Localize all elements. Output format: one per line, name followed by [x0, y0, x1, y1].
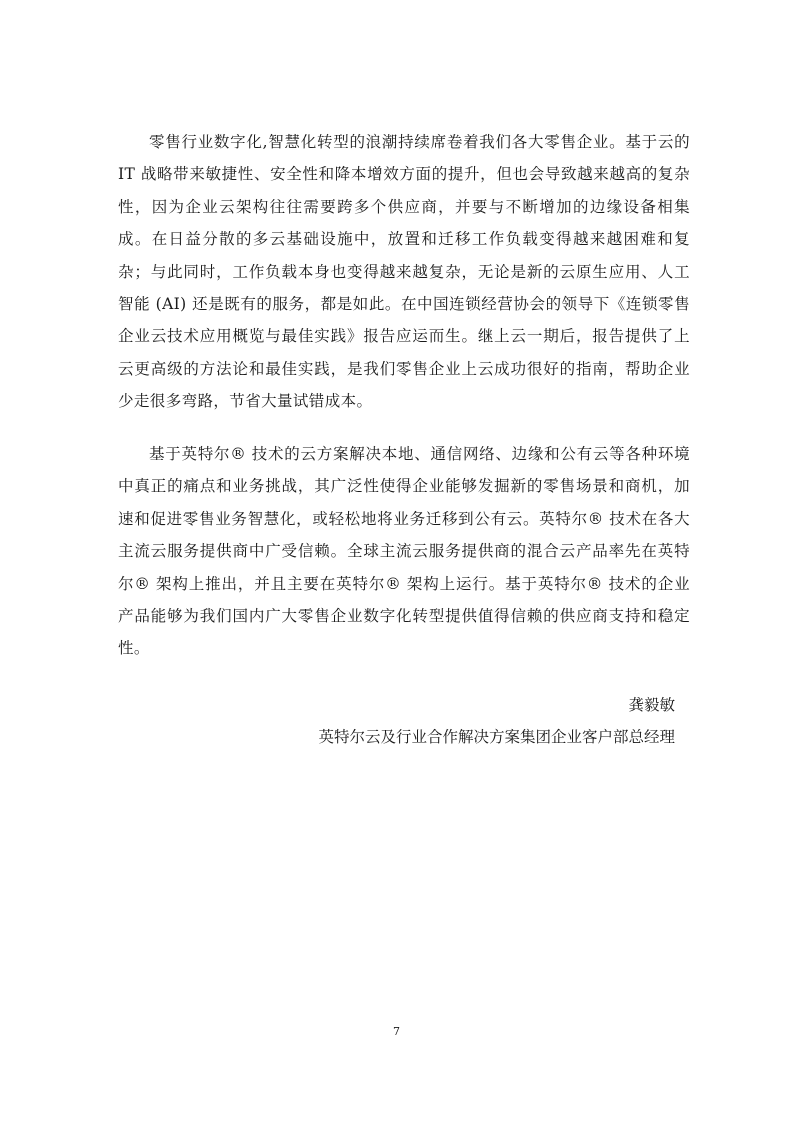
- body-paragraph: 基于英特尔® 技术的云方案解决本地、通信网络、边缘和公有云等各种环境中真正的痛点和业务挑战，其广泛性使得企业能够发掘新的零售场景和商机，加速和促进零售业务智慧化，或轻松地将业务迁移到公有云。英特尔® 技术在各大主流云服务提供商中广受信赖。全球主流云服务提供商的混合云产品率先在英特尔® 架构上推出，并且主要在英特尔® 架构上运行。基于英特尔® 技术的企业产品能够为我们国内广大零售企业数字化转型提供值得信赖的供应商支持和稳定性。: [118, 445, 690, 658]
- body-paragraph: 零售行业数字化,智慧化转型的浪潮持续席卷着我们各大零售企业。基于云的 IT 战略带来敏捷性、安全性和降本增效方面的提升，但也会导致越来越高的复杂性，因为企业云架构往往需要跨多个供应商，并要与不断增加的边缘设备相集成。在日益分散的多云基础设施中，放置和迁移工作负载变得越来越困难和复杂；与此同时，工作负载本身也变得越来越复杂，无论是新的云原生应用、人工智能 (AI) 还是既有的服务，都是如此。在中国连锁经营协会的领导下《连锁零售企业云技术应用概览与最佳实践》报告应运而生。继上云一期后，报告提供了上云更高级的方法论和最佳实践，是我们零售企业上云成功很好的指南，帮助企业少走很多弯路，节省大量试错成本。: [118, 133, 690, 411]
- signature-title: 英特尔云及行业合作解决方案集团企业客户部总经理: [318, 728, 675, 746]
- page-number: 7: [393, 1025, 400, 1038]
- signature-name: 龚毅敏: [628, 696, 675, 714]
